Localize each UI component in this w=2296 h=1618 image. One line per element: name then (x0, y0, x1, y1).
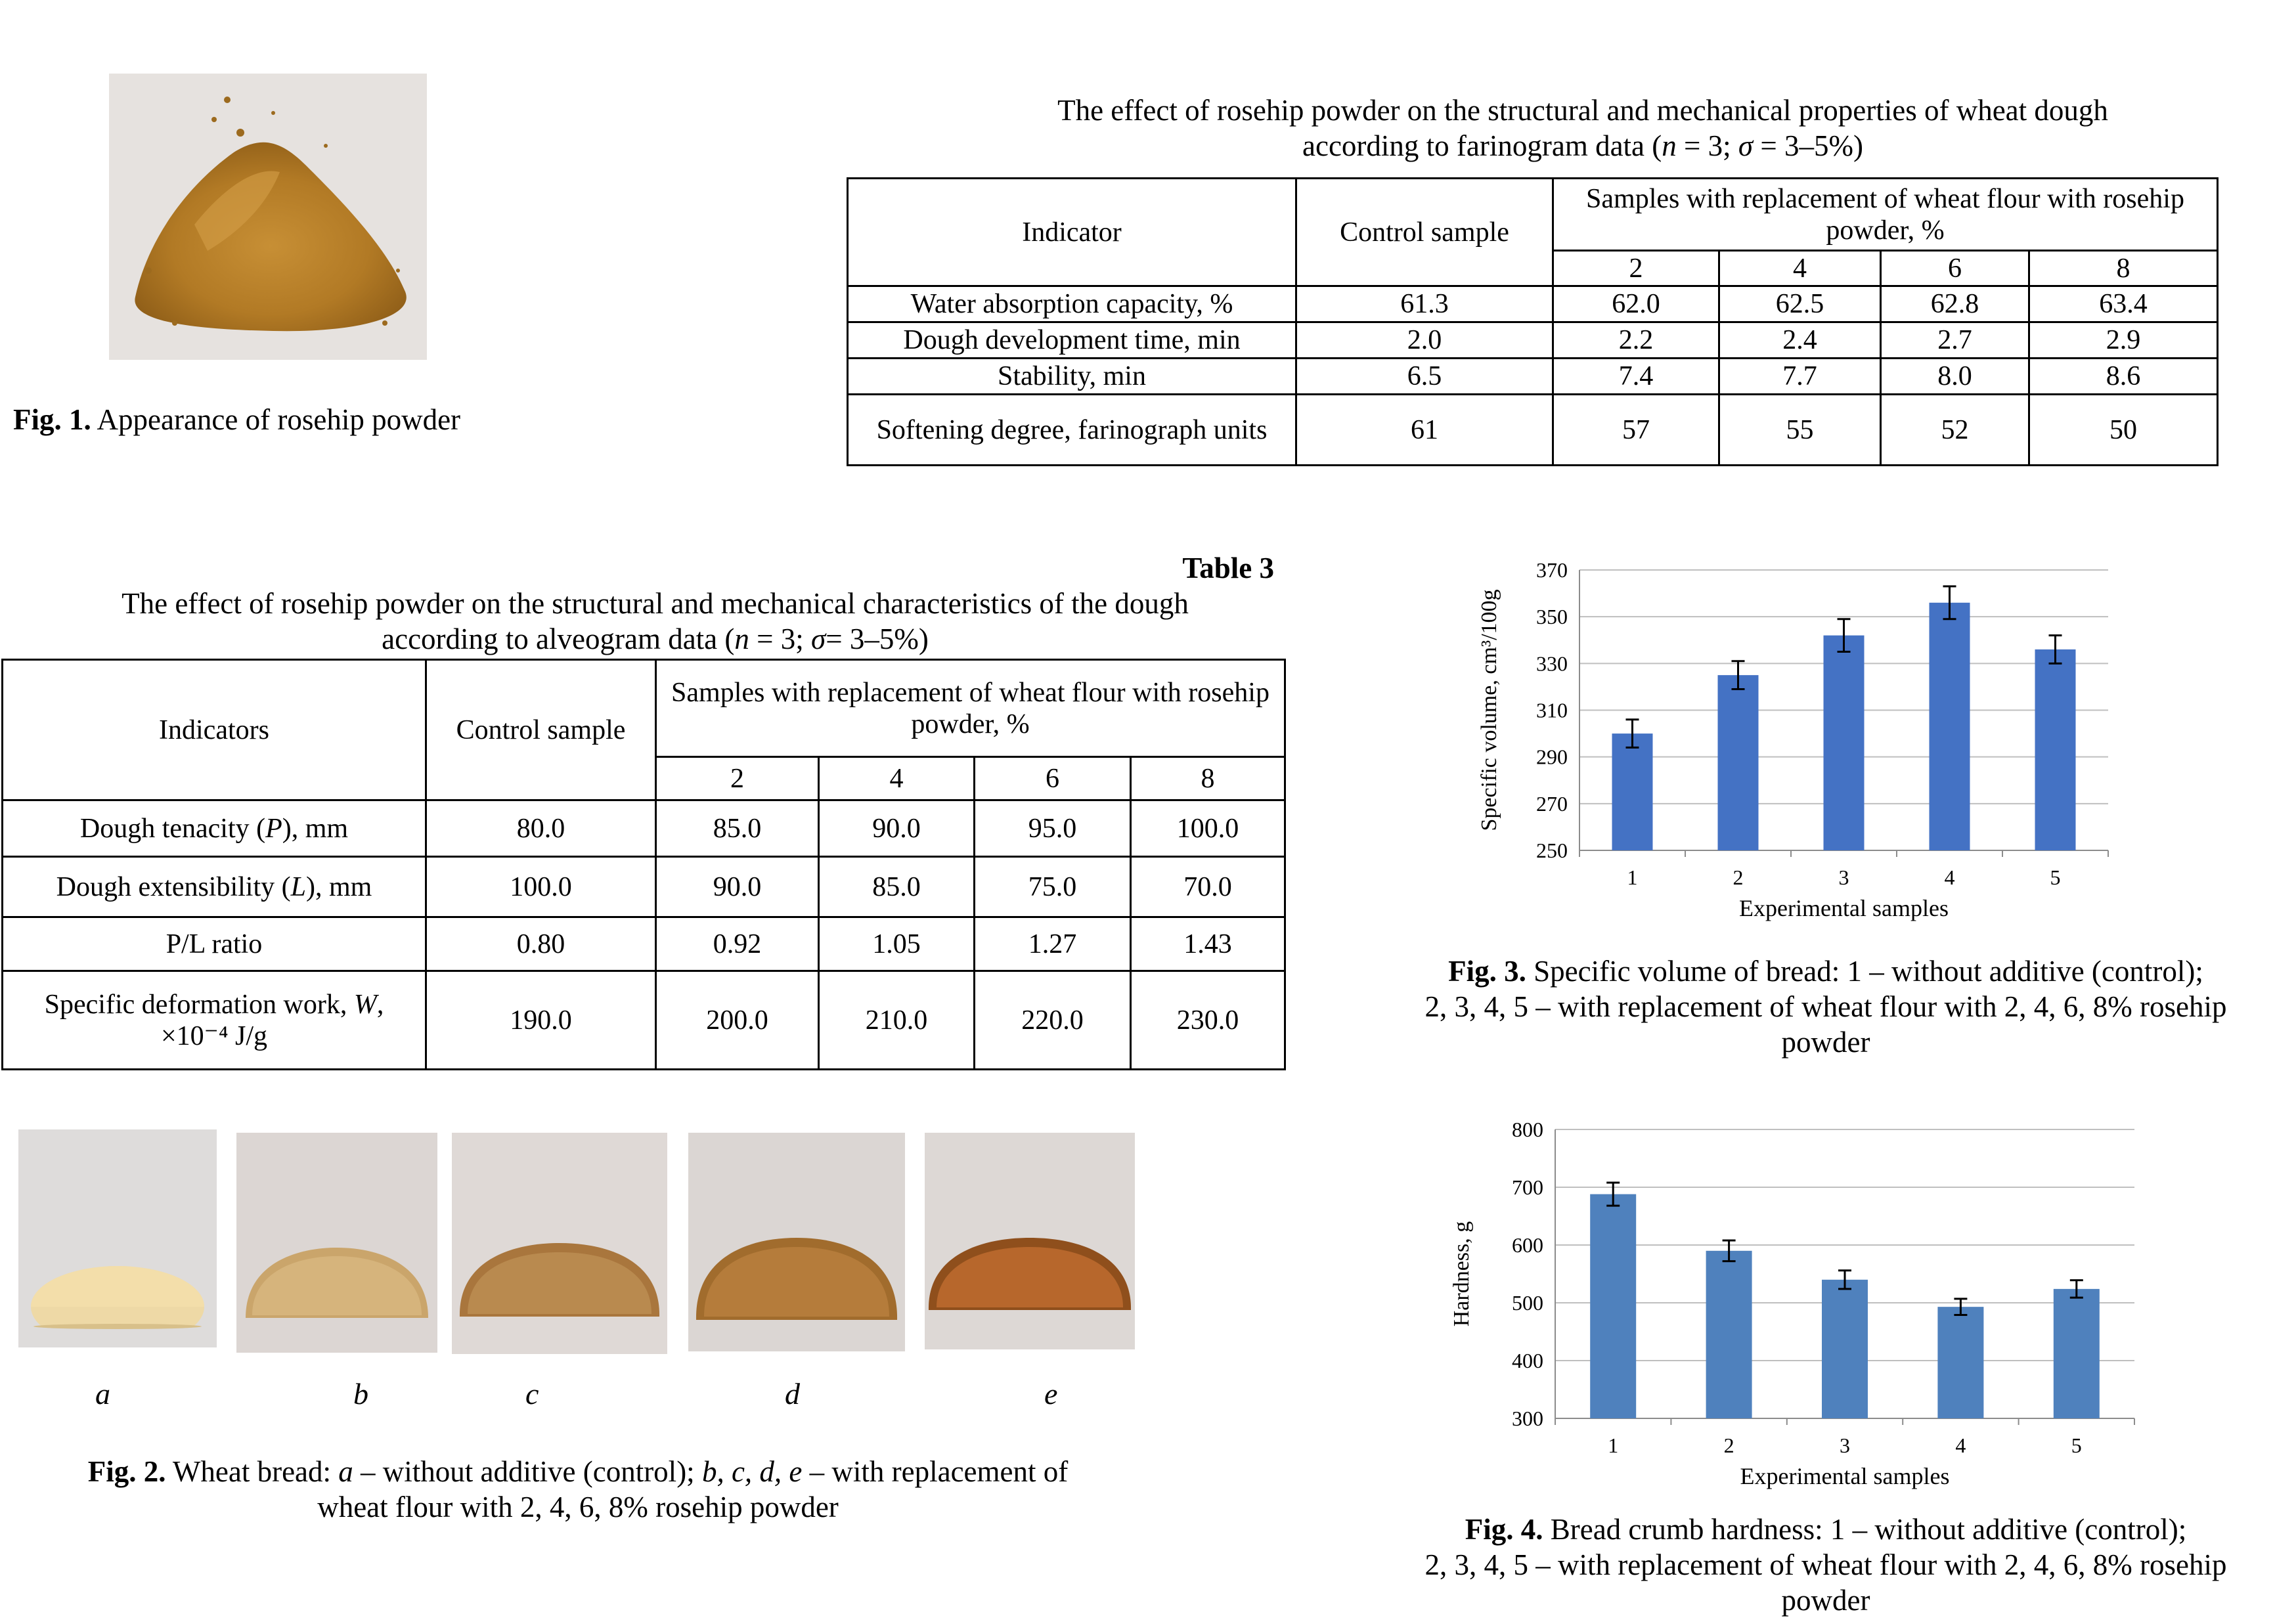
table2-row-label: Water absorption capacity, % (848, 286, 1296, 322)
x-tick-label: 2 (1733, 865, 1744, 889)
bar (1612, 733, 1653, 850)
table3-cell: 85.0 (819, 857, 975, 917)
table-row (848, 359, 2218, 395)
table3-cell: 85.0 (656, 800, 819, 857)
y-tick-label: 600 (1512, 1233, 1543, 1257)
table3-cell: 0.80 (426, 917, 656, 971)
y-tick-label: 400 (1512, 1349, 1543, 1372)
fig3-caption-line1: Fig. 3. Specific volume of bread: 1 – without additive (control); (1448, 955, 2203, 988)
bread-letter-c: c (525, 1377, 539, 1410)
table3-cell: 0.92 (656, 917, 819, 971)
fig1-caption (13, 402, 552, 437)
x-tick-label: 3 (1840, 1433, 1850, 1457)
table3-row-label: Specific deformation work, W, ×10⁻⁴ J/g (3, 971, 426, 1070)
table3-header-indicator: Indicators (3, 660, 426, 800)
table2-cell: 61 (1296, 395, 1553, 466)
fig2-caption (0, 1454, 1156, 1525)
bar (1590, 1194, 1636, 1418)
table2-cell: 7.7 (1719, 359, 1881, 395)
x-axis-label: Experimental samples (1739, 895, 1949, 921)
table2-cell: 62.5 (1719, 286, 1881, 322)
table2-cell: 62.8 (1881, 286, 2029, 322)
fig2-caption-line1: Fig. 2. Wheat bread: a – without additive (control); b, c, d, e – with replacement of (87, 1455, 1069, 1488)
fig1-caption-text: Appearance of rosehip powder (97, 403, 461, 436)
table-row (3, 917, 1285, 971)
bread-letter-d: d (785, 1377, 800, 1410)
fig4-caption-line3: powder (1781, 1584, 1870, 1617)
bread-letter-a: a (95, 1377, 110, 1410)
table2-cell: 7.4 (1553, 359, 1719, 395)
table3-cell: 90.0 (819, 800, 975, 857)
table3-header-control: Control sample (426, 660, 656, 800)
table-row (848, 395, 2218, 466)
x-tick-label: 5 (2050, 865, 2061, 889)
table2-cell: 6.5 (1296, 359, 1553, 395)
bar (1718, 675, 1759, 850)
bar (2035, 649, 2076, 850)
table2-title (841, 93, 2296, 164)
table2-header-samples: Samples with replacement of wheat flour with rosehip powder, % (1553, 179, 2218, 251)
y-tick-label: 330 (1536, 651, 1568, 676)
table3-cell: 1.43 (1131, 917, 1285, 971)
table2-cell: 2.0 (1296, 322, 1553, 359)
table2-title-line1: The effect of rosehip powder on the structural and mechanical properties of wheat dough (1057, 94, 2108, 127)
table3-title-line1: The effect of rosehip powder on the structural and mechanical characteristics of the dough (121, 587, 1189, 620)
table2-header-control: Control sample (1296, 179, 1553, 286)
y-tick-label: 500 (1512, 1291, 1543, 1315)
table2-row-label: Softening degree, farinograph units (848, 395, 1296, 466)
table3-cell: 230.0 (1131, 971, 1285, 1070)
table2-cell: 50 (2029, 395, 2218, 466)
table2-cell: 8.6 (2029, 359, 2218, 395)
rosehip-powder-photo (109, 74, 427, 360)
table3-level: 6 (975, 757, 1131, 800)
table3-cell: 200.0 (656, 971, 819, 1070)
bread-photo-a (18, 1129, 217, 1347)
table3-cell: 220.0 (975, 971, 1131, 1070)
y-tick-label: 270 (1536, 791, 1568, 816)
table2-level: 8 (2029, 251, 2218, 286)
x-axis-label: Experimental samples (1740, 1463, 1950, 1489)
table3-header-samples: Samples with replacement of wheat flour with rosehip powder, % (656, 660, 1285, 757)
fig3-caption-line3: powder (1781, 1026, 1870, 1059)
table3-cell: 190.0 (426, 971, 656, 1070)
table-row (848, 322, 2218, 359)
table2-cell: 61.3 (1296, 286, 1553, 322)
bar (1822, 1280, 1868, 1418)
table2-row-label: Stability, min (848, 359, 1296, 395)
table3-cell: 80.0 (426, 800, 656, 857)
x-tick-label: 4 (1944, 865, 1955, 889)
table3-level: 2 (656, 757, 819, 800)
table2-level: 6 (1881, 251, 2029, 286)
table3-cell: 1.05 (819, 917, 975, 971)
table3-row-label: P/L ratio (3, 917, 426, 971)
table3-cell: 75.0 (975, 857, 1131, 917)
table-row (3, 971, 1285, 1070)
table3-cell: 95.0 (975, 800, 1131, 857)
table3-cell: 90.0 (656, 857, 819, 917)
table2-cell: 2.9 (2029, 322, 2218, 359)
bar (1824, 636, 1865, 850)
table2-level: 4 (1719, 251, 1881, 286)
table3-level: 8 (1131, 757, 1285, 800)
fig4-caption-line1: Fig. 4. Bread crumb hardness: 1 – without additive (control); (1465, 1513, 2187, 1546)
table2-cell: 2.2 (1553, 322, 1719, 359)
bread-photo-b (236, 1133, 437, 1353)
table2-row-label: Dough development time, min (848, 322, 1296, 359)
table3-number: Table 3 (1182, 552, 1274, 584)
bread-photo-c (452, 1133, 667, 1354)
table3-cell: 100.0 (426, 857, 656, 917)
table3-cell: 100.0 (1131, 800, 1285, 857)
table3-cell: 1.27 (975, 917, 1131, 971)
bar (1930, 603, 1970, 850)
farinogram-table (847, 177, 2219, 466)
y-tick-label: 800 (1512, 1118, 1543, 1141)
bar (2054, 1289, 2100, 1418)
fig1-label: Fig. 1. (13, 403, 91, 436)
table2-header-indicator: Indicator (848, 179, 1296, 286)
bread-letter-b: b (353, 1377, 368, 1410)
y-axis-label: Hardness, g (1449, 1221, 1474, 1327)
table2-cell: 63.4 (2029, 286, 2218, 322)
table2-cell: 8.0 (1881, 359, 2029, 395)
table-row (3, 857, 1285, 917)
table3-cell: 210.0 (819, 971, 975, 1070)
x-tick-label: 1 (1627, 865, 1638, 889)
fig4-caption-line2: 2, 3, 4, 5 – with replacement of wheat flour with 2, 4, 6, 8% rosehip (1424, 1548, 2227, 1581)
table2-cell: 2.4 (1719, 322, 1881, 359)
bread-letter-e: e (1044, 1377, 1058, 1410)
y-tick-label: 700 (1512, 1175, 1543, 1199)
y-tick-label: 310 (1536, 698, 1568, 722)
bread-photo-e (925, 1133, 1135, 1349)
table3-row-label: Dough extensibility (L), mm (3, 857, 426, 917)
x-tick-label: 2 (1723, 1433, 1734, 1457)
table2-cell: 2.7 (1881, 322, 2029, 359)
table3-level: 4 (819, 757, 975, 800)
bread-photo-d (688, 1133, 905, 1351)
y-axis-label: Specific volume, cm³/100g (1477, 589, 1501, 831)
table3-title-line2: according to alveogram data (n = 3; σ= 3–5%) (382, 623, 929, 655)
fig4-caption (1366, 1512, 2285, 1618)
table-row (3, 800, 1285, 857)
y-tick-label: 300 (1512, 1407, 1543, 1430)
table2-cell: 52 (1881, 395, 2029, 466)
bar (1937, 1307, 1983, 1418)
x-tick-label: 5 (2071, 1433, 2082, 1457)
crumb-hardness-chart (1445, 1110, 2154, 1504)
y-tick-label: 250 (1536, 839, 1568, 862)
table3-title (0, 586, 1310, 657)
bar (1706, 1251, 1752, 1418)
x-tick-label: 4 (1955, 1433, 1966, 1457)
fig3-caption (1366, 953, 2285, 1060)
table-row (848, 286, 2218, 322)
x-tick-label: 3 (1838, 865, 1849, 889)
y-tick-label: 350 (1536, 605, 1568, 629)
table2-level: 2 (1553, 251, 1719, 286)
x-tick-label: 1 (1608, 1433, 1619, 1457)
table3-row-label: Dough tenacity (P), mm (3, 800, 426, 857)
table2-cell: 62.0 (1553, 286, 1719, 322)
alveogram-table (1, 659, 1286, 1070)
table2-cell: 55 (1719, 395, 1881, 466)
y-tick-label: 290 (1536, 745, 1568, 769)
y-tick-label: 370 (1536, 558, 1568, 582)
fig3-caption-line2: 2, 3, 4, 5 – with replacement of wheat flour with 2, 4, 6, 8% rosehip (1424, 990, 2227, 1023)
table2-cell: 57 (1553, 395, 1719, 466)
table3-cell: 70.0 (1131, 857, 1285, 917)
table2-title-line2: according to farinogram data (n = 3; σ = 3–5%) (1302, 129, 1863, 162)
specific-volume-chart (1471, 552, 2128, 926)
fig2-caption-line2: wheat flour with 2, 4, 6, 8% rosehip powder (317, 1491, 839, 1523)
